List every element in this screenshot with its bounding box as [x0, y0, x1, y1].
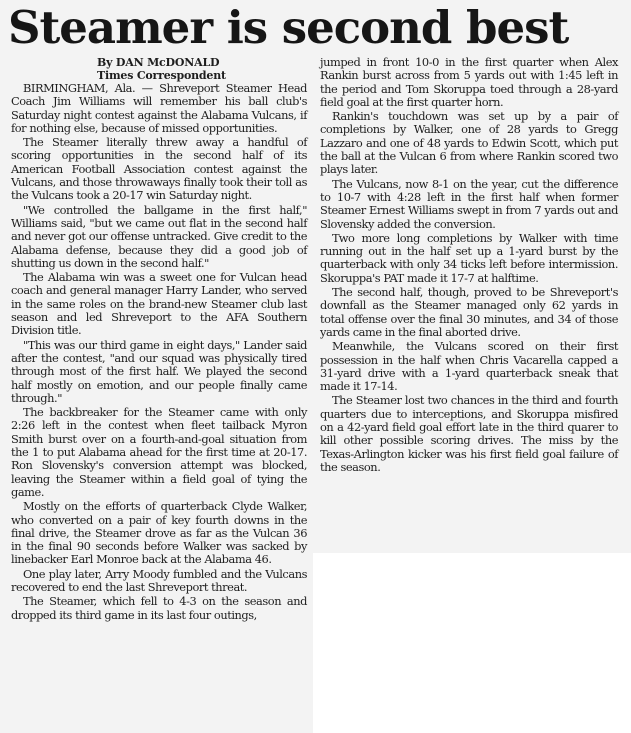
byline: By DAN McDONALD: [97, 56, 220, 69]
paragraph: "We controlled the ballgame in the first half," Williams said, "but we came out flat in the second half and never got our offense untracked. Give credit to the Alabama defense, because they did a good job of shutting us down in the second half.": [11, 202, 307, 270]
byline-title: Times Correspondent: [97, 69, 226, 82]
paragraph: The Steamer literally threw away a handful of scoring opportunities in the second half of its American Football Association contest against the Vulcans, and those throwaways finally took their toll as the Vulcans took a 20-17 win Saturday night.: [11, 135, 307, 203]
paragraph: "This was our third game in eight days," Lander said after the contest, "and our squad was physically tired through most of the first half. We played the second half mostly on emotion, and our people finally came through.": [11, 337, 307, 405]
paragraph: jumped in front 10-0 in the first quarter when Alex Rankin burst across from 5 yards out with 1:45 left in the period and Tom Skoruppa toed through a 28-yard field goal at the first quarter horn.: [320, 55, 618, 109]
paragraph: The Steamer, which fell to 4-3 on the season and dropped its third game in its last four outings,: [11, 594, 307, 622]
clipping-gap: [313, 553, 631, 733]
headline: Steamer is second best: [8, 1, 569, 54]
paragraph: The Alabama win was a sweet one for Vulcan head coach and general manager Harry Lander, who served in the same roles on the brand-new Steamer club last season and led Shreveport to the AFA Southern Division title.: [11, 270, 307, 338]
paragraph: BIRMINGHAM, Ala. — Shreveport Steamer Head Coach Jim Williams will remember his ball club's Saturday night contest against the Alabama Vulcans, if for nothing else, because of missed opportunities.: [11, 81, 307, 135]
paragraph: One play later, Arry Moody fumbled and the Vulcans recovered to end the last Shreveport threat.: [11, 566, 307, 594]
paragraph: Rankin's touchdown was set up by a pair of completions by Walker, one of 28 yards to Gregg Lazzaro and one of 48 yards to Edwin Scott, which put the ball at the Vulcan 6 from where Rankin scored two plays later.: [320, 109, 618, 177]
paragraph: The backbreaker for the Steamer came with only 2:26 left in the contest when fleet tailback Myron Smith burst over on a fourth-and-goal situation from the 1 to put Alabama ahead for the first time at 20-17. Ron Slovensky's conversion attempt was blocked, leaving the Steamer within a field goal of tying the game.: [11, 405, 307, 499]
paragraph: Meanwhile, the Vulcans scored on their first possession in the half when Chris Vacarella capped a 31-yard drive with a 1-yard quarterback sneak that made it 17-14.: [320, 339, 618, 394]
right-column: [320, 56, 618, 475]
paragraph: The Vulcans, now 8-1 on the year, cut the difference to 10-7 with 4:28 left in the first half when former Steamer Ernest Williams swept in from 7 yards out and Slovensky added the conversion.: [320, 176, 618, 231]
paragraph: Two more long completions by Walker with time running out in the half set up a 1-yard burst by the quarterback with only 34 ticks left before intermission. Skoruppa's PAT made it 17-7 at halftime.: [320, 230, 618, 285]
paragraph: The Steamer lost two chances in the third and fourth quarters due to interceptions, and Skoruppa misfired on a 42-yard field goal effort late in the third quarer to kill other possible scoring drives. The miss by the Texas-Arlington kicker was his first field goal failure of the season.: [320, 393, 618, 474]
paragraph: Mostly on the efforts of quarterback Clyde Walker, who converted on a pair of key fourth downs in the final drive, the Steamer drove as far as the Vulcan 36 in the final 90 seconds before Walker was sacked by linebacker Earl Monroe back at the Alabama 46.: [11, 499, 307, 567]
paragraph: The second half, though, proved to be Shreveport's downfall as the Steamer managed only 62 yards in total offense over the final 30 minutes, and 34 of those yards came in the final aborted drive.: [320, 285, 618, 339]
byline-block: [97, 56, 307, 82]
left-column: [11, 56, 307, 623]
